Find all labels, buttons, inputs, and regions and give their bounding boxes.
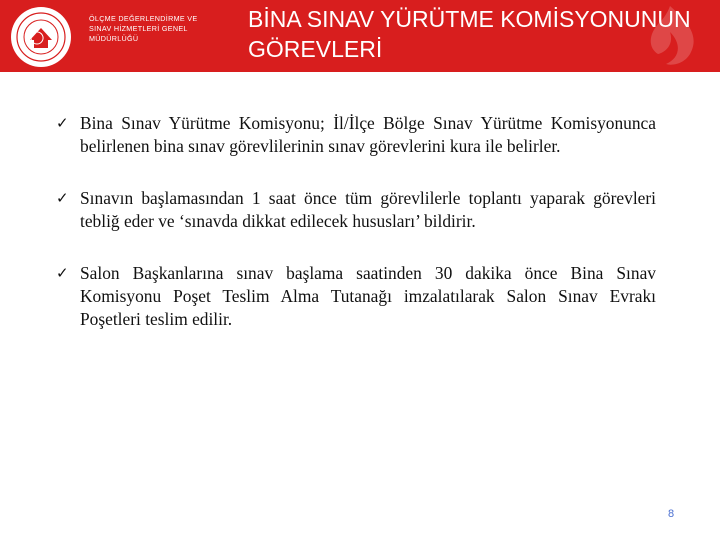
list-item-text: Salon Başkanlarına sınav başlama saatinden 30 dakika önce Bina Sınav Komisyonu Poşet Teslim Alma Tutanağı imzalatılarak Salon Sınav Evrakı Poşetleri teslim edilir.	[80, 263, 656, 329]
flame-decoration-icon	[630, 4, 710, 68]
organization-name	[89, 14, 239, 44]
bullet-list	[56, 112, 656, 360]
list-item-text: Bina Sınav Yürütme Komisyonu; İl/İlçe Bölge Sınav Yürütme Komisyonunca belirlenen bina sınav görevlilerinin sınav görevlerini kura ile belirler.	[80, 113, 656, 156]
list-item	[56, 187, 656, 233]
header-bar	[0, 0, 720, 72]
org-line: MÜDÜRLÜĞÜ	[89, 34, 139, 43]
check-icon: ✓	[56, 189, 69, 207]
page-number: 8	[668, 508, 675, 520]
list-item-text: Sınavın başlamasından 1 saat önce tüm görevlilerle toplantı yaparak görevleri tebliğ eder ve ‘sınavda dikkat edilecek hususları’ bildirir.	[80, 188, 656, 231]
list-item	[56, 262, 656, 331]
title-line: GÖREVLERİ	[248, 36, 383, 62]
org-line: ÖLÇME DEĞERLENDİRME VE	[89, 14, 198, 23]
check-icon: ✓	[56, 114, 69, 132]
org-line: SINAV HİZMETLERİ GENEL	[89, 24, 188, 33]
meb-emblem-icon	[10, 6, 72, 68]
list-item	[56, 112, 656, 158]
check-icon: ✓	[56, 264, 69, 282]
title-line: BİNA SINAV YÜRÜTME KOMİSYONUNUN	[248, 6, 691, 32]
